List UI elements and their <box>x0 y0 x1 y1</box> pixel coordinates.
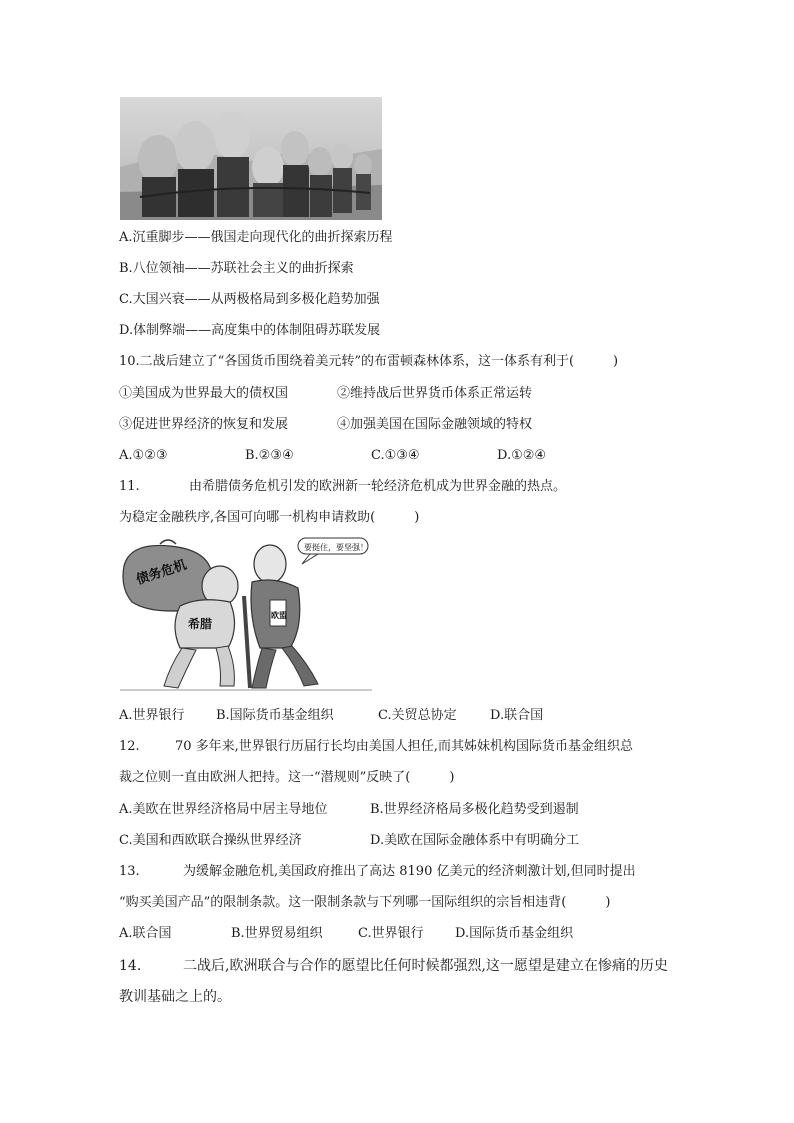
q11-stem-line1 <box>119 478 566 496</box>
q10-item-3: ③促进世界经济的恢复和发展 <box>119 417 289 432</box>
q12-stem-text1: 70 多年来,世界银行历届行长均由美国人担任,而其姊妹机构国际货币基金组织总 <box>175 739 633 754</box>
leaders-cartoon-drawing <box>120 97 382 220</box>
leaders-cartoon <box>120 97 382 220</box>
q11-option-d: D.联合国 <box>490 708 544 723</box>
q12-stem-line2: 裁之位则一直由欧洲人把持。这一“潜规则”反映了( ) <box>119 770 455 785</box>
q11-stem-text1: 由希腊债务危机引发的欧洲新一轮经济危机成为世界金融的热点。 <box>189 479 567 494</box>
q10-option-d: D.①②④ <box>497 448 547 463</box>
q9-option-c: C.大国兴衰——从两极格局到多极化趋势加强 <box>119 292 380 307</box>
q12-option-a: A.美欧在世界经济格局中居主导地位 <box>119 802 328 817</box>
q10-item-1: ①美国成为世界最大的债权国 <box>119 386 289 401</box>
q12-stem-line1 <box>119 738 633 756</box>
greece-label: 希腊 <box>188 617 213 631</box>
q13-option-a: A.联合国 <box>119 926 172 941</box>
eu-label: 欧盟 <box>271 611 287 620</box>
debt-crisis-cartoon <box>120 536 372 694</box>
q14-stem-line1 <box>119 957 668 975</box>
q12-option-b: B.世界经济格局多极化趋势受到遏制 <box>370 802 579 817</box>
q11-option-b: B.国际货币基金组织 <box>216 708 334 723</box>
q13-option-b: B.世界贸易组织 <box>231 926 323 941</box>
q14-stem-line2: 教训基础之上的。 <box>119 989 231 1005</box>
q9-option-b: B.八位领袖——苏联社会主义的曲折探索 <box>119 261 354 276</box>
q13-stem-line1 <box>119 863 636 881</box>
q9-option-d: D.体制弊端——高度集中的体制阻碍苏联发展 <box>119 323 381 338</box>
q10-option-a: A.①②③ <box>119 448 168 463</box>
q9-option-a: A.沉重脚步——俄国走向现代化的曲折探索历程 <box>119 230 393 245</box>
q10-option-b: B.②③④ <box>245 448 294 463</box>
speech-bubble-text: 要挺住，要坚强！ <box>304 543 368 552</box>
q11-option-a: A.世界银行 <box>119 708 185 723</box>
sack-label: 债务危机 <box>134 557 189 588</box>
q10-stem: 10.二战后建立了“各国货币围绕着美元转”的布雷顿森林体系，这一体系有利于( ) <box>119 354 619 369</box>
q11-stem-line2: 为稳定金融秩序,各国可向哪一机构申请救助( ) <box>119 510 420 525</box>
q10-item-2: ②维持战后世界货币体系正常运转 <box>337 386 533 401</box>
q13-stem-text1: 为缓解金融危机,美国政府推出了高达 8190 亿美元的经济刺激计划,但同时提出 <box>183 864 636 879</box>
q13-stem-line2: “购买美国产品”的限制条款。这一限制条款与下列哪一国际组织的宗旨相违背( ) <box>119 895 611 910</box>
q13-option-c: C.世界银行 <box>358 926 424 941</box>
q14-number: 14. <box>119 958 142 974</box>
q12-number: 12. <box>119 739 140 754</box>
q11-number: 11. <box>119 479 140 494</box>
q13-option-d: D.国际货币基金组织 <box>455 926 574 941</box>
q12-option-c: C.美国和西欧联合操纵世界经济 <box>119 833 302 848</box>
q12-option-d: D.美欧在国际金融体系中有明确分工 <box>370 833 580 848</box>
q10-item-4: ④加强美国在国际金融领域的特权 <box>337 417 533 432</box>
q11-option-c: C.关贸总协定 <box>378 708 457 723</box>
q14-stem-text1: 二战后,欧洲联合与合作的愿望比任何时候都强烈,这一愿望是建立在惨痛的历史 <box>183 958 668 974</box>
q13-number: 13. <box>119 864 140 879</box>
q10-option-c: C.①③④ <box>371 448 420 463</box>
debt-crisis-drawing <box>120 536 372 694</box>
